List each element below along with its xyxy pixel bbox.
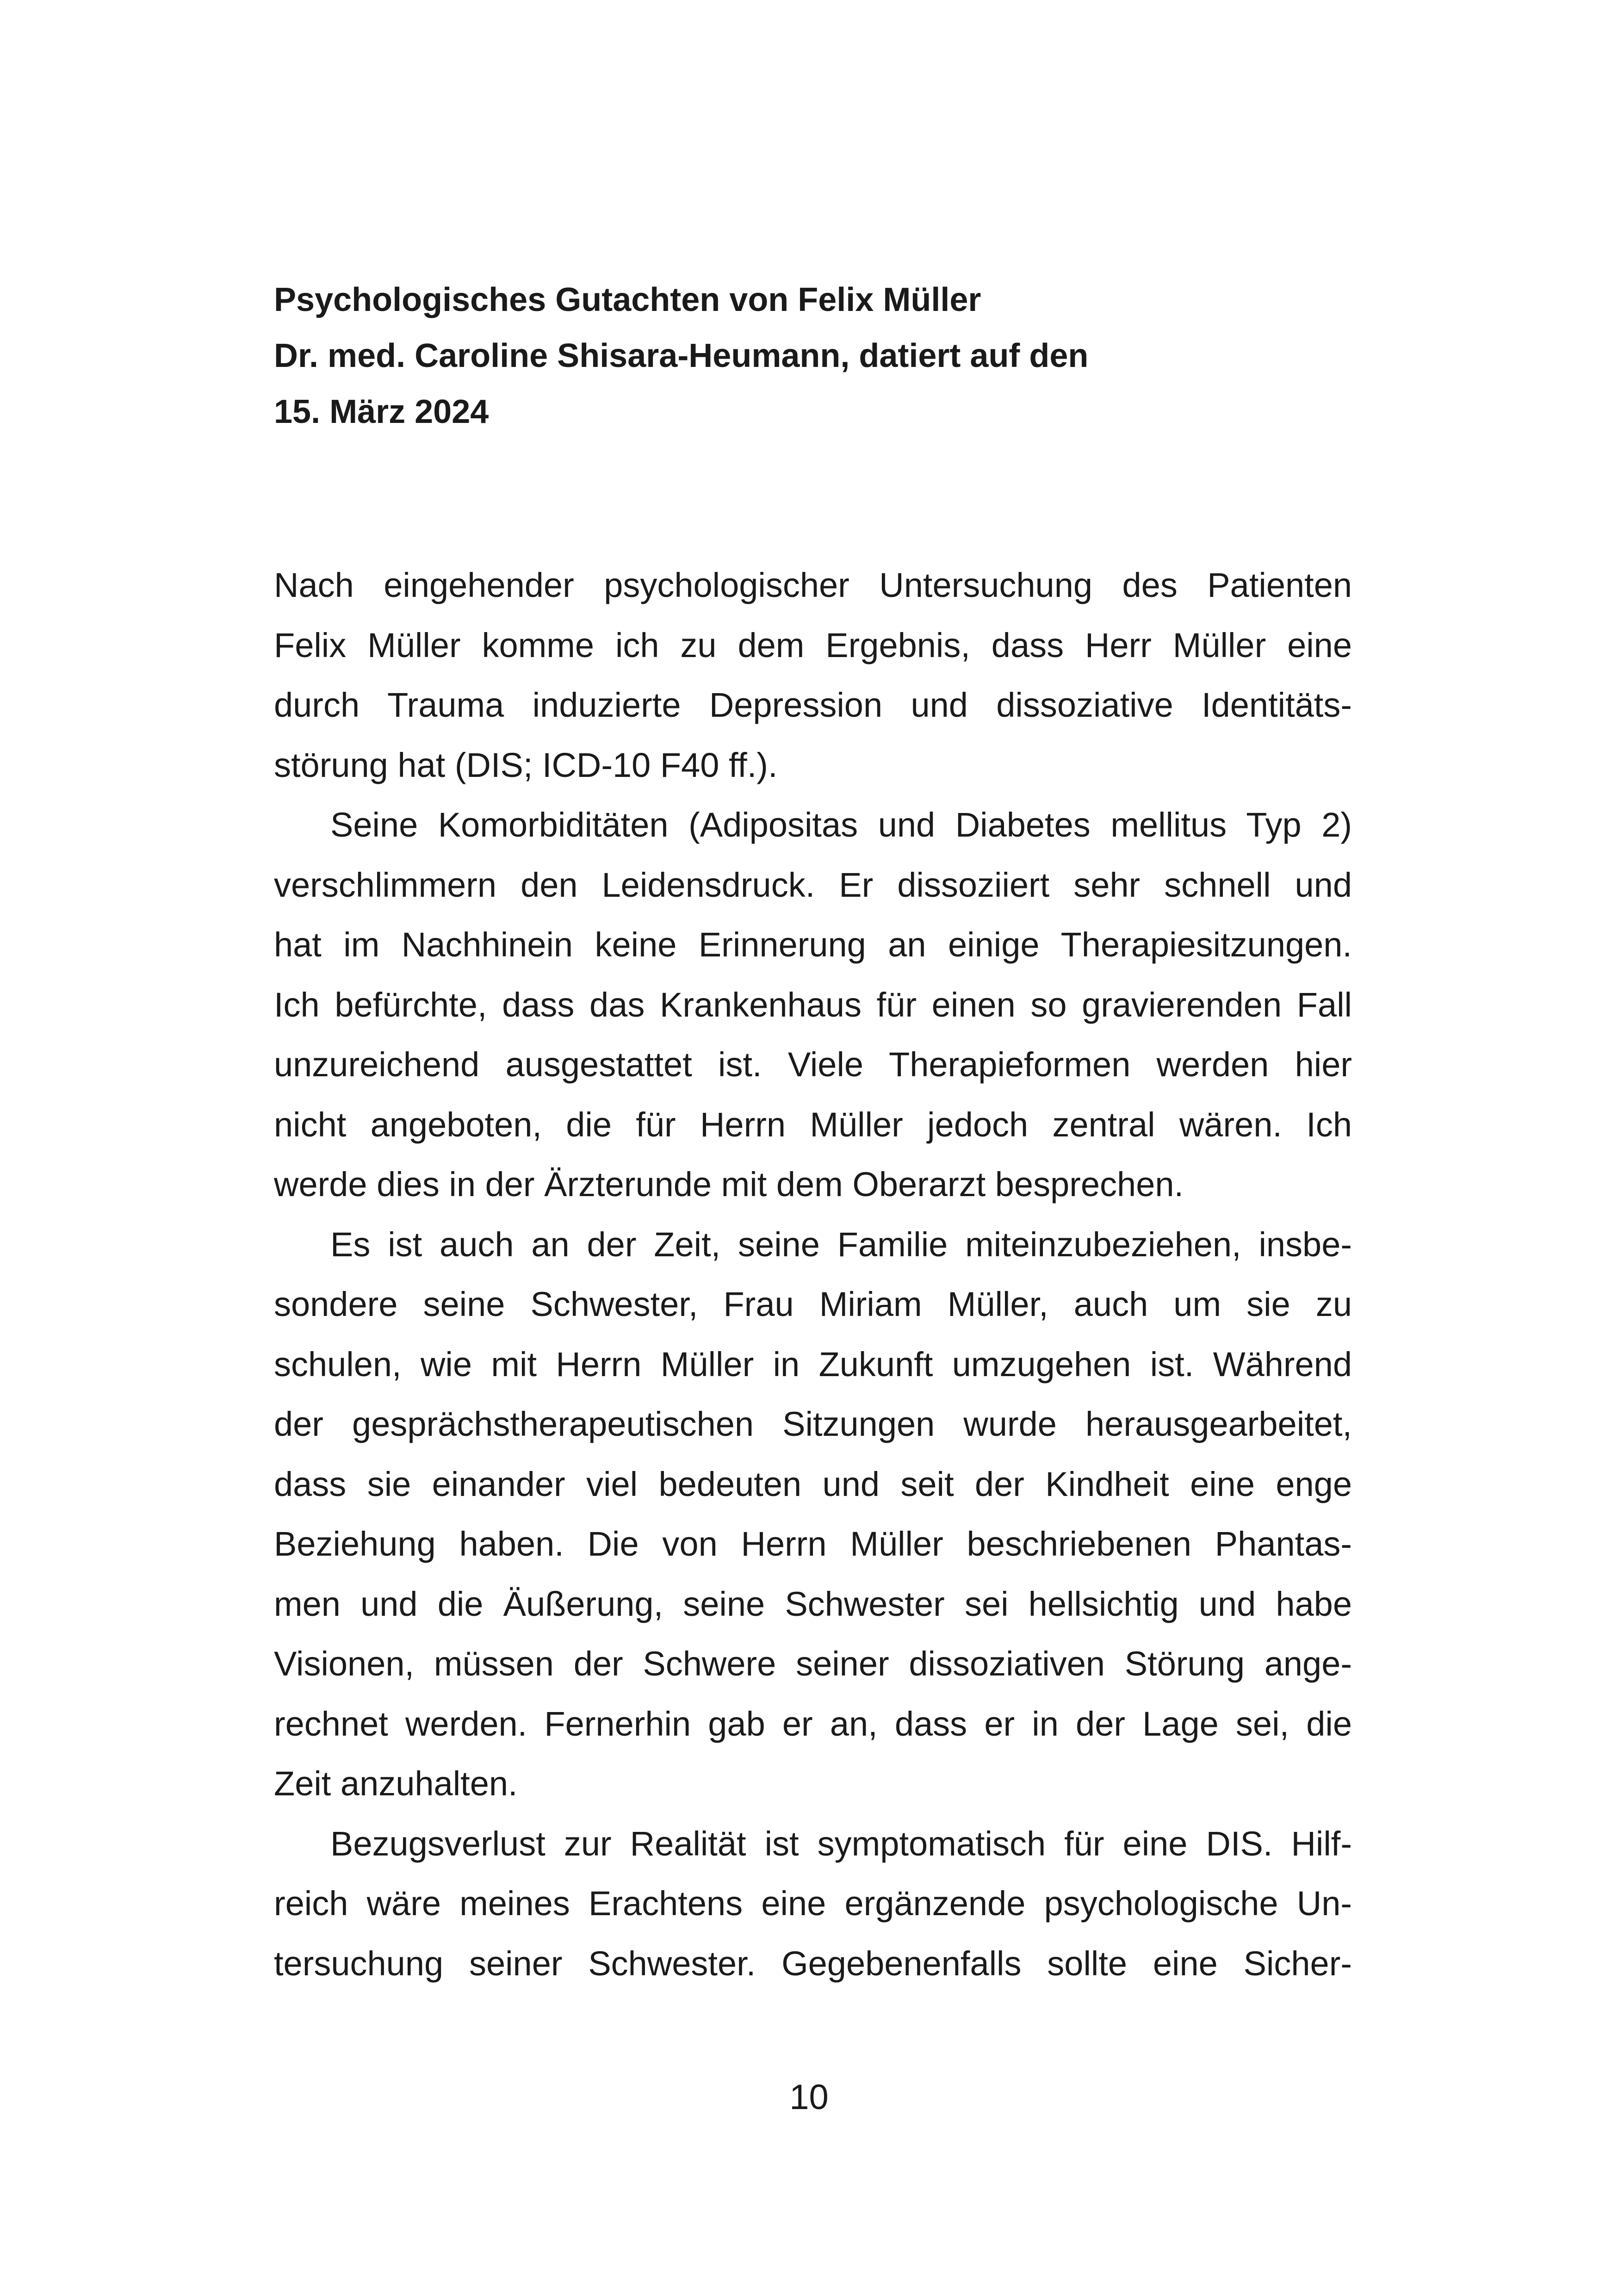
body-line: schulen, wie mit Herrn Müller in Zukunft umzugehen ist. Während [274,1345,1352,1384]
body-line: unzureichend ausgestattet ist. Viele Therapieformen werden hier [274,1045,1352,1084]
body-line: Seine Komorbiditäten (Adipositas und Diabetes mellitus Typ 2) [330,806,1352,844]
body-line: störung hat (DIS; ICD-10 F40 ff.). [274,745,778,784]
body-line: der gesprächstherapeutischen Sitzungen wurde herausgearbeitet, [274,1405,1352,1443]
body-line: rechnet werden. Fernerhin gab er an, dass er in der Lage sei, die [274,1704,1352,1743]
body-line: nicht angeboten, die für Herrn Müller jedoch zentral wären. Ich [274,1105,1352,1144]
body-line: reich wäre meines Erachtens eine ergänzende psychologische Un- [274,1884,1352,1923]
body-line: Nach eingehender psychologischer Untersuchung des Patienten [274,566,1352,604]
body-line: Es ist auch an der Zeit, seine Familie miteinzubeziehen, insbe- [330,1225,1352,1264]
body-line: Beziehung haben. Die von Herrn Müller beschriebenen Phantas- [274,1525,1352,1563]
page-number: 10 [789,2078,829,2117]
body-line: Felix Müller komme ich zu dem Ergebnis, dass Herr Müller eine [274,626,1352,664]
body-line: werde dies in der Ärzterunde mit dem Oberarzt besprechen. [274,1165,1184,1204]
report-date: 15. März 2024 [274,393,489,430]
body-line: dass sie einander viel bedeuten und seit der Kindheit eine enge [274,1464,1352,1503]
body-line: Zeit anzuhalten. [274,1764,518,1803]
report-author-date: Dr. med. Caroline Shisara-Heumann, datiert auf den [274,337,1089,374]
report-title: Psychologisches Gutachten von Felix Müller [274,281,981,318]
body-line: sondere seine Schwester, Frau Miriam Müller, auch um sie zu [274,1285,1352,1323]
body-line: hat im Nachhinein keine Erinnerung an einige Therapiesitzungen. [274,925,1352,964]
report-heading [274,272,1352,440]
report-body [274,555,1352,1993]
body-line: verschlimmern den Leidensdruck. Er dissoziiert sehr schnell und [274,865,1352,904]
body-line: Visionen, müssen der Schwere seiner dissoziativen Störung ange- [274,1644,1352,1683]
body-line: Ich befürchte, dass das Krankenhaus für einen so gravierenden Fall [274,985,1352,1024]
body-line: tersuchung seiner Schwester. Gegebenenfalls sollte eine Sicher- [274,1944,1352,1983]
body-line: durch Trauma induzierte Depression und dissoziative Identitäts- [274,686,1352,724]
body-line: men und die Äußerung, seine Schwester sei hellsichtig und habe [274,1584,1352,1623]
body-line: Bezugsverlust zur Realität ist symptomatisch für eine DIS. Hilf- [330,1824,1352,1863]
